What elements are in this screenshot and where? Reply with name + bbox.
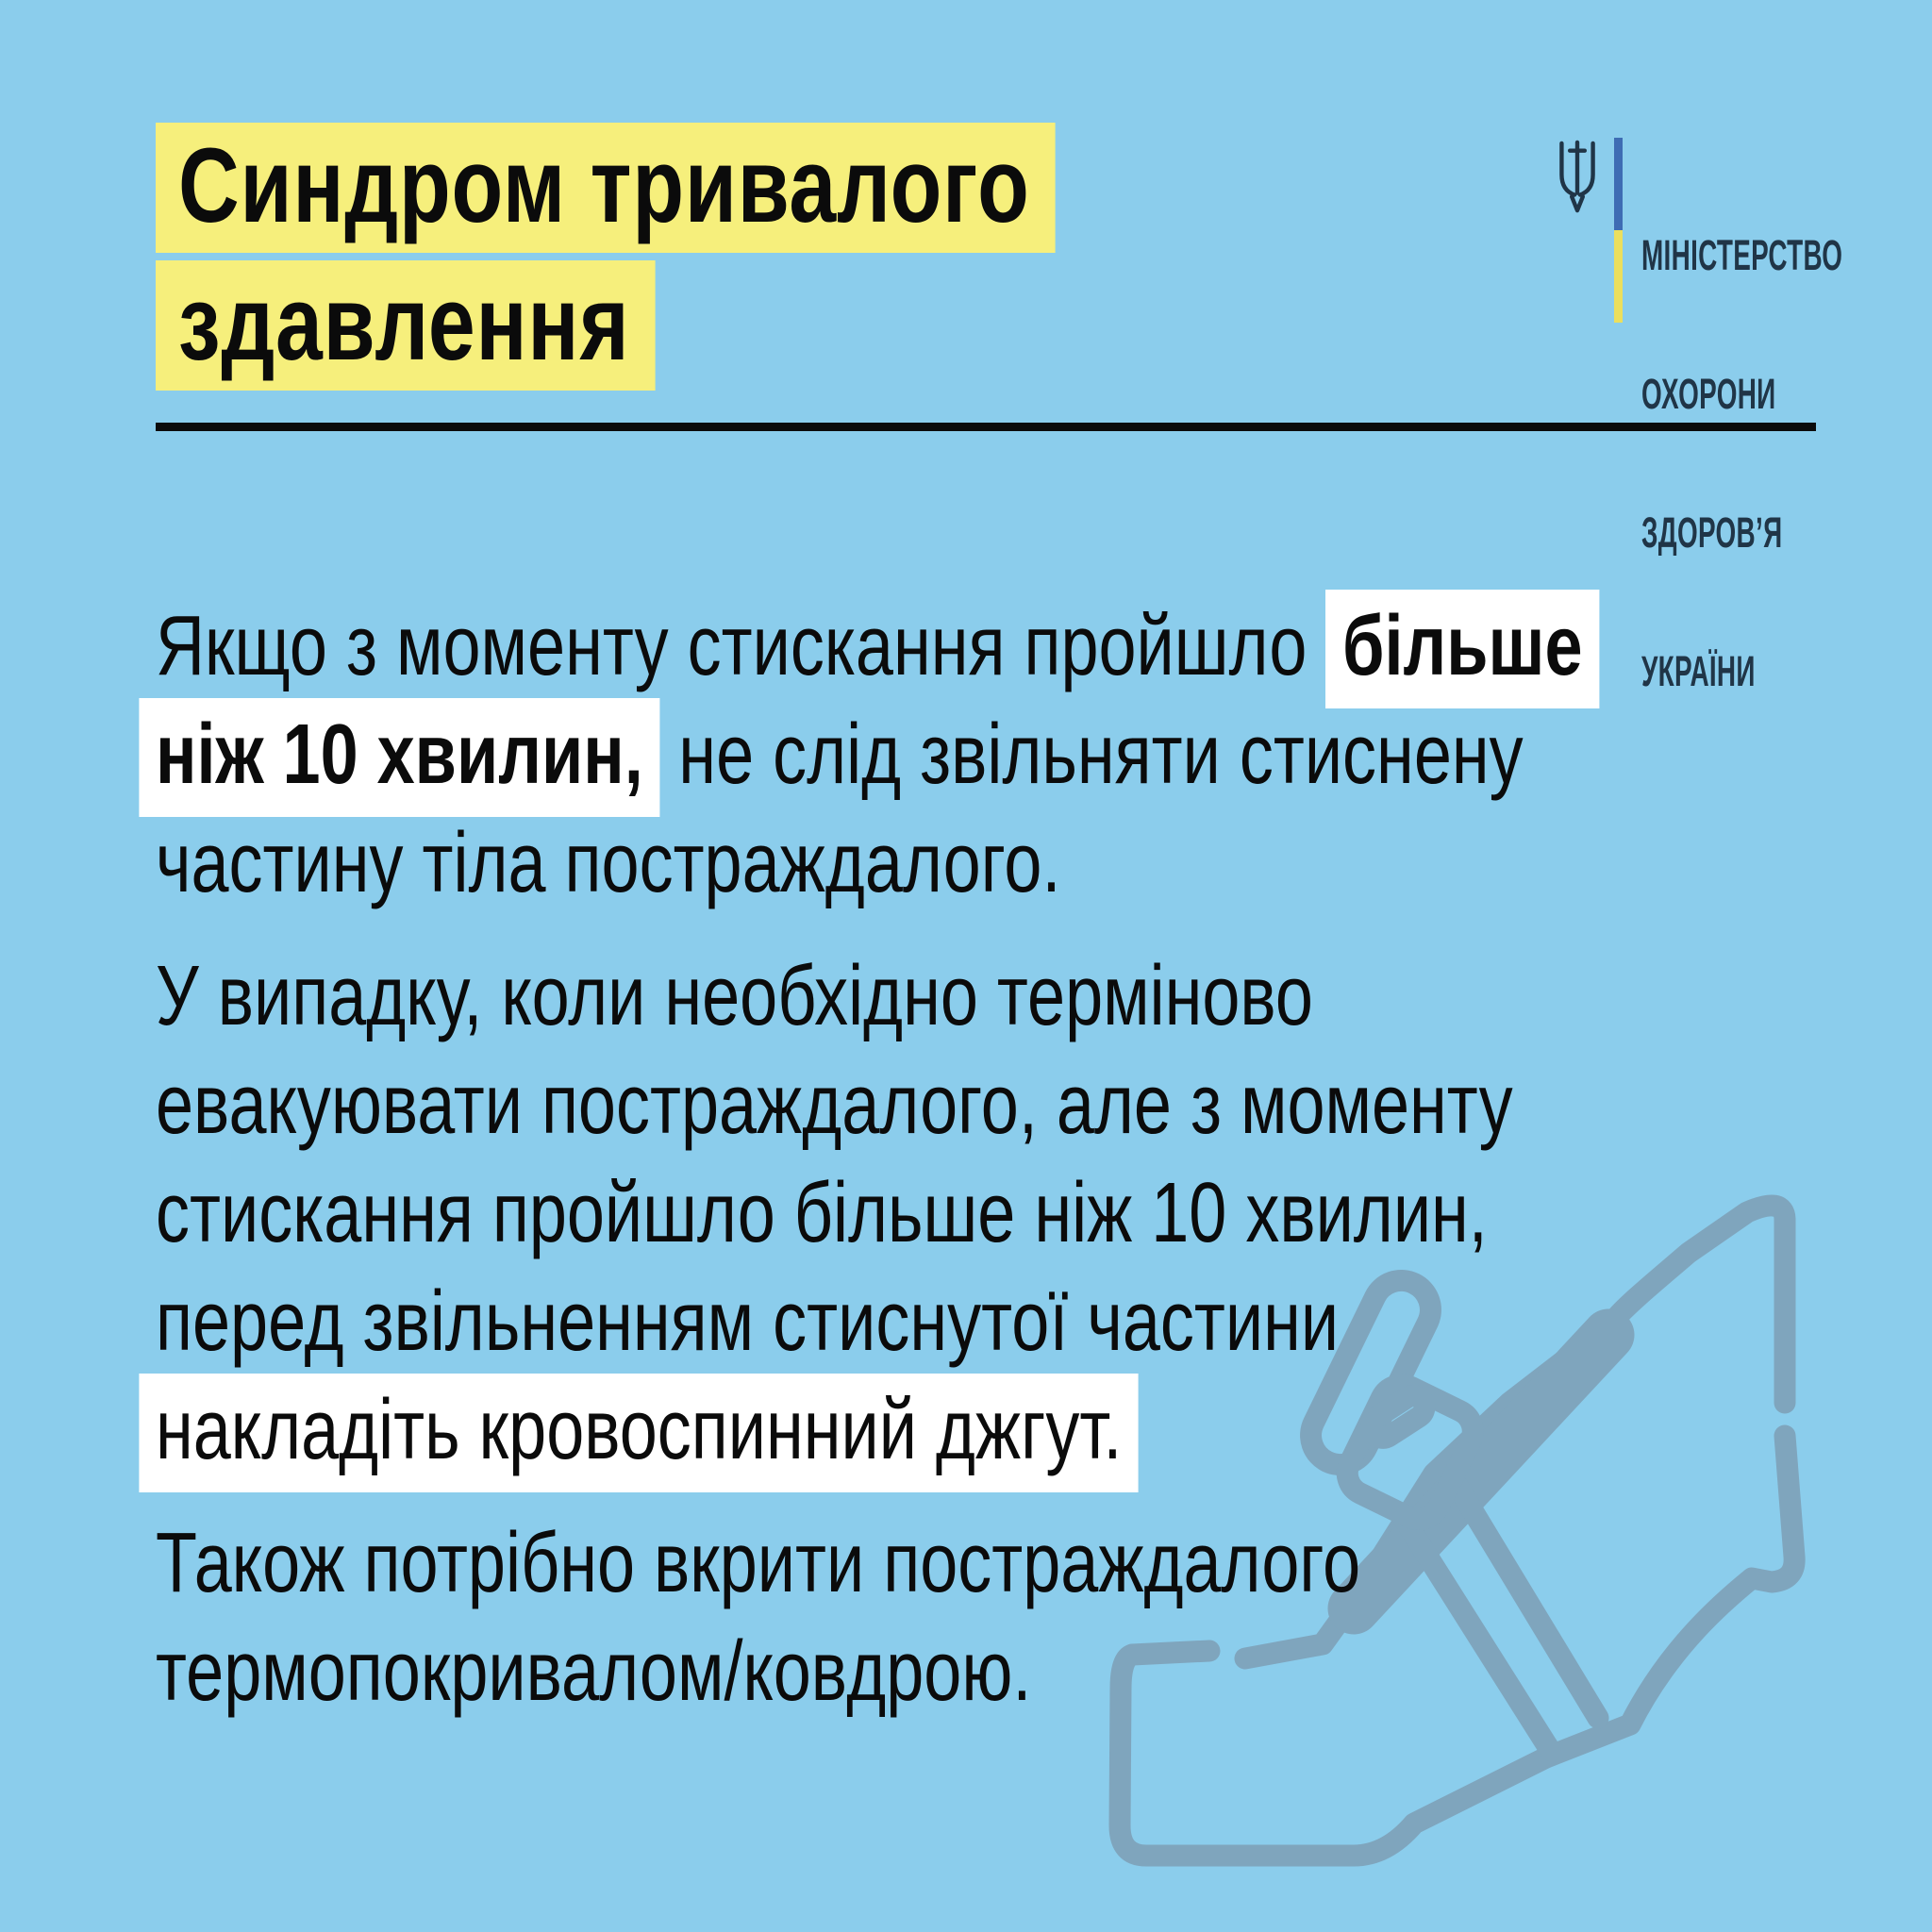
logo-text-line-1: МІНІСТЕРСТВО	[1641, 231, 1843, 279]
flag-bar-blue	[1614, 138, 1623, 230]
highlighted-text: накладіть кровоспинний джгут.	[139, 1374, 1139, 1492]
body-paragraphs	[156, 592, 1740, 1751]
text-line	[156, 1618, 1740, 1726]
text-segment: не слід звільняти стиснену	[659, 708, 1524, 802]
paragraph	[156, 1509, 1740, 1726]
text-segment: частину тіла постраждалого.	[156, 816, 1061, 910]
text-line	[156, 1509, 1740, 1618]
logo-text-line-2: ОХОРОНИ	[1641, 370, 1776, 418]
page-title-line-2: здавлення	[156, 260, 656, 391]
paragraph	[156, 942, 1740, 1485]
text-segment: стискання пройшло більше ніж 10 хвилин,	[156, 1166, 1488, 1260]
highlighted-text: ніж 10 хвилин,	[139, 698, 659, 817]
flag-bar-yellow	[1614, 230, 1623, 323]
text-segment: термопокривалом/ковдрою.	[156, 1624, 1032, 1719]
text-segment: Якщо з моменту стискання пройшло	[156, 599, 1326, 693]
text-line	[156, 809, 1740, 918]
text-segment: перед звільненням стиснутої частини	[156, 1274, 1340, 1369]
text-line	[156, 701, 1740, 809]
text-segment: евакуювати постраждалого, але з моменту	[156, 1058, 1513, 1152]
highlighted-text: більше	[1325, 590, 1599, 708]
logo-text-line-4: УКРАЇНИ	[1641, 647, 1756, 695]
text-line	[156, 1159, 1740, 1268]
text-line	[156, 1051, 1740, 1159]
text-line	[156, 1376, 1740, 1485]
flag-bar	[1614, 138, 1623, 323]
logo-text-line-3: ЗДОРОВ’Я	[1641, 508, 1783, 557]
text-segment: У випадку, коли необхідно терміново	[156, 949, 1313, 1043]
trident-icon	[1555, 140, 1600, 215]
paragraph	[156, 592, 1740, 918]
page-title-line-1: Синдром тривалого	[156, 123, 1056, 253]
text-line	[156, 1268, 1740, 1376]
title-block	[156, 123, 1056, 398]
text-line	[156, 592, 1740, 701]
text-line	[156, 942, 1740, 1051]
text-segment: Також потрібно вкрити постраждалого	[156, 1516, 1361, 1610]
